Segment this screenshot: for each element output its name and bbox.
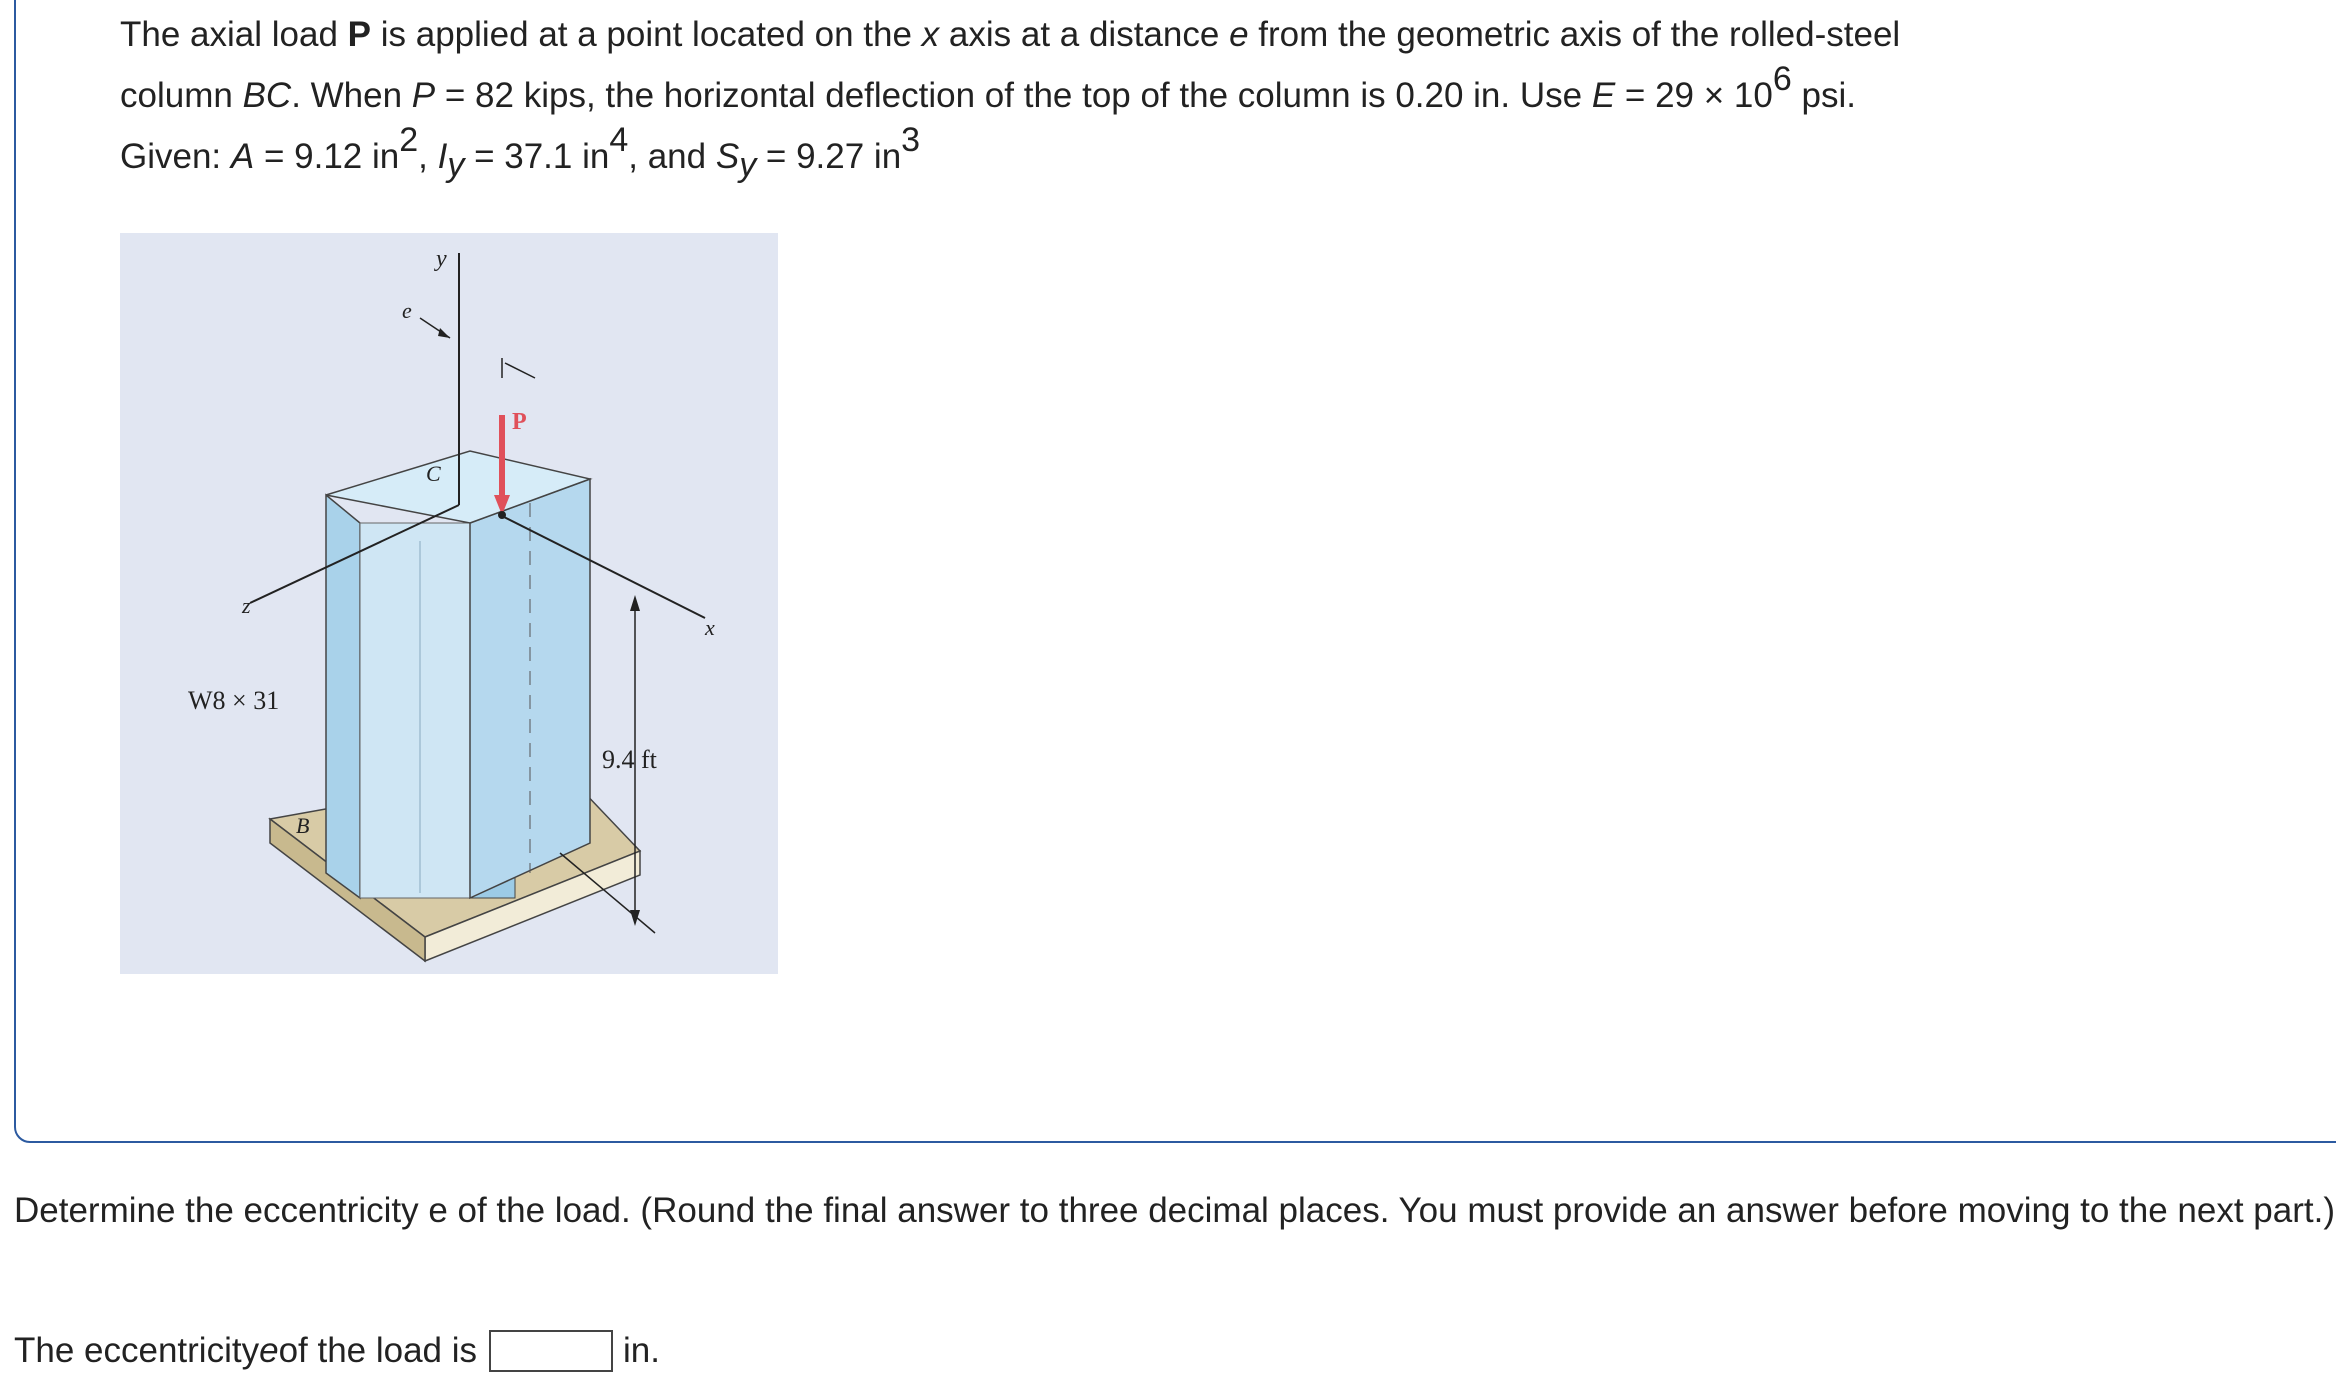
var-a: A [230, 137, 255, 176]
e-arrow-2 [505, 363, 535, 378]
exponent: 3 [901, 121, 921, 160]
exponent: 4 [609, 121, 629, 160]
answer-label-pre: The eccentricity [14, 1331, 260, 1370]
problem-line-2 [120, 60, 2270, 126]
label-x: x [705, 615, 715, 640]
text: The axial load [120, 15, 348, 54]
text: , [418, 137, 438, 176]
answer-unit: in. [623, 1331, 660, 1370]
subscript: y [447, 146, 465, 184]
answer-label-post: of the load is [278, 1331, 478, 1370]
answer-row [14, 1323, 660, 1379]
label-z: z [242, 593, 251, 618]
column-left-flange [326, 495, 360, 898]
text: axis at a distance [939, 15, 1230, 54]
label-e: e [402, 298, 412, 323]
question-text: Determine the eccentricity e of the load. (Round the final answer to three decimal places. You must provide an answer before moving to the next part.) [14, 1191, 2335, 1230]
column-figure [120, 233, 778, 974]
label-p: P [512, 409, 527, 435]
column-diagram [120, 233, 778, 974]
exponent: 2 [399, 121, 419, 160]
label-b: B [296, 813, 310, 838]
label-section: W8 × 31 [188, 686, 280, 715]
text: is applied at a point located on the [371, 15, 922, 54]
text: = 37.1 in [464, 137, 610, 176]
text: psi. [1791, 76, 1856, 115]
column-front [360, 523, 470, 898]
text: . When [291, 76, 412, 115]
subscript: y [739, 146, 757, 184]
load-point [498, 511, 506, 519]
var-e: e [1229, 15, 1249, 54]
column-right-face [470, 479, 590, 898]
text: = 9.12 in [254, 137, 400, 176]
exponent: 6 [1772, 60, 1792, 99]
text: column [120, 76, 243, 115]
var-i: I [437, 137, 448, 176]
text: , and [628, 137, 716, 176]
eccentricity-answer-input[interactable] [489, 1330, 613, 1372]
e-arrowhead [438, 328, 450, 338]
label-height: 9.4 ft [602, 745, 657, 774]
var-s: S [715, 137, 740, 176]
problem-line-3 [120, 121, 2270, 187]
question [14, 1188, 2336, 1234]
label-y: y [436, 246, 447, 272]
var-p-bold: P [347, 15, 371, 54]
problem-statement [120, 4, 2270, 187]
answer-label-var: e [259, 1331, 279, 1370]
text: from the geometric axis of the rolled-steel [1248, 15, 1901, 54]
var-x: x [921, 15, 940, 54]
problem-line-1 [120, 4, 2270, 65]
text: = 82 kips, the horizontal deflection of the top of the column is 0.20 in. Use [435, 76, 1592, 115]
text: = 9.27 in [756, 137, 902, 176]
text: Given: [120, 137, 231, 176]
label-c: C [426, 461, 441, 486]
var-bc: BC [242, 76, 292, 115]
height-arrow-top [630, 595, 640, 611]
text: = 29 × 10 [1615, 76, 1773, 115]
var-p: P [411, 76, 436, 115]
var-E: E [1591, 76, 1616, 115]
